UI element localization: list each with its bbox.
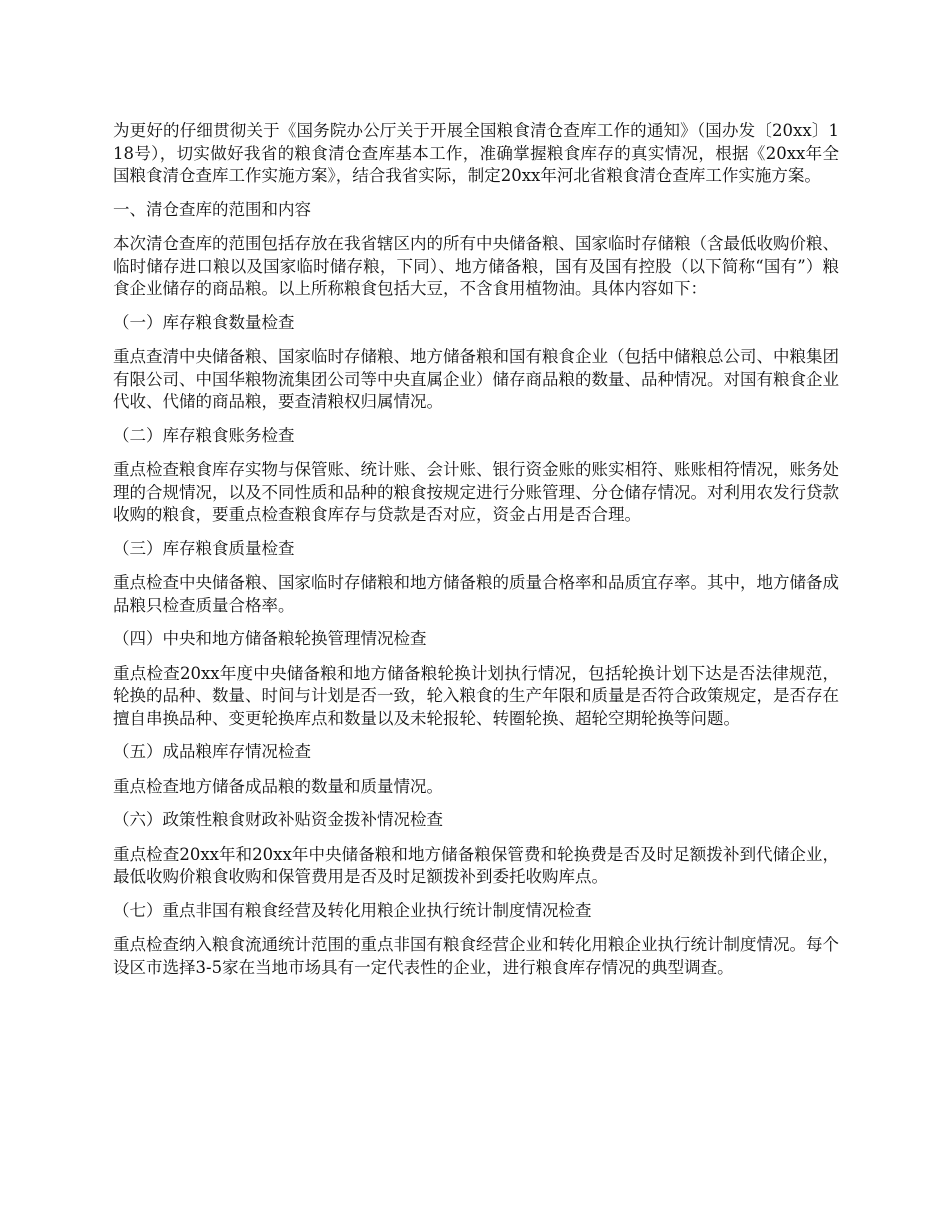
subheading-accounts-check: （二）库存粮食账务检查 <box>113 425 295 445</box>
scope-paragraph: 本次清仓查库的范围包括存放在我省辖区内的所有中央储备粮、国家临时存储粮（含最低收购价粮、临时储存进口粮以及国家临时储存粮，下同）、地方储备粮，国有及国有控股（以下简称“国有”）粮食企业储存的商品粮。以上所称粮食包括大豆，不含食用植物油。具体内容如下： <box>113 234 839 298</box>
document-body <box>113 120 839 990</box>
statistics-check-paragraph: 重点检查纳入粮食流通统计范围的重点非国有粮食经营企业和转化用粮企业执行统计制度情况。每个设区市选择3-5家在当地市场具有一定代表性的企业，进行粮食库存情况的典型调查。 <box>113 935 839 977</box>
intro-paragraph: 为更好的仔细贯彻关于《国务院办公厅关于开展全国粮食清仓查库工作的通知》（国办发〔20xx〕118号），切实做好我省的粮食清仓查库基本工作，准确掌握粮食库存的真实情况，根据《20xx年全国粮食清仓查库工作实施方案》，结合我省实际，制定20xx年河北省粮食清仓查库工作实施方案。 <box>113 121 839 185</box>
subheading-subsidy-check: （六）政策性粮食财政补贴资金拨补情况检查 <box>113 810 443 829</box>
subsidy-check-paragraph: 重点检查20xx年和20xx年中央储备粮和地方储备粮保管费和轮换费是否及时足额拨补到代储企业，最低收购价粮食收购和保管费用是否及时足额拨补到委托收购库点。 <box>113 844 839 886</box>
quality-check-paragraph: 重点检查中央储备粮、国家临时存储粮和地方储备粮的质量合格率和品质宜存率。其中，地方储备成品粮只检查质量合格率。 <box>113 573 839 615</box>
subheading-quality-check: （三）库存粮食质量检查 <box>113 538 295 558</box>
quantity-check-paragraph: 重点查清中央储备粮、国家临时存储粮、地方储备粮和国有粮食企业（包括中储粮总公司、中粮集团有限公司、中国华粮物流集团公司等中央直属企业）储存商品粮的数量、品种情况。对国有粮食企业代收、代储的商品粮，要查清粮权归属情况。 <box>113 347 839 411</box>
subheading-quantity-check: （一）库存粮食数量检查 <box>113 312 295 332</box>
finished-grain-check-paragraph: 重点检查地方储备成品粮的数量和质量情况。 <box>113 776 443 796</box>
section-heading-scope: 一、清仓查库的范围和内容 <box>113 199 311 219</box>
accounts-check-paragraph: 重点检查粮食库存实物与保管账、统计账、会计账、银行资金账的账实相符、账账相符情况，账务处理的合规情况，以及不同性质和品种的粮食按规定进行分账管理、分仓储存情况。对利用农发行贷款收购的粮食，要重点检查粮食库存与贷款是否对应，资金占用是否合理。 <box>113 460 839 524</box>
subheading-rotation-check: （四）中央和地方储备粮轮换管理情况检查 <box>113 629 427 648</box>
rotation-check-paragraph: 重点检查20xx年度中央储备粮和地方储备粮轮换计划执行情况，包括轮换计划下达是否法律规范，轮换的品种、数量、时间与计划是否一致，轮入粮食的生产年限和质量是否符合政策规定，是否存在擅自串换品种、变更轮换库点和数量以及未轮报轮、转圈轮换、超轮空期轮换等问题。 <box>113 663 839 728</box>
subheading-statistics-check: （七）重点非国有粮食经营及转化用粮企业执行统计制度情况检查 <box>113 900 592 920</box>
subheading-finished-grain-check: （五）成品粮库存情况检查 <box>113 742 311 761</box>
